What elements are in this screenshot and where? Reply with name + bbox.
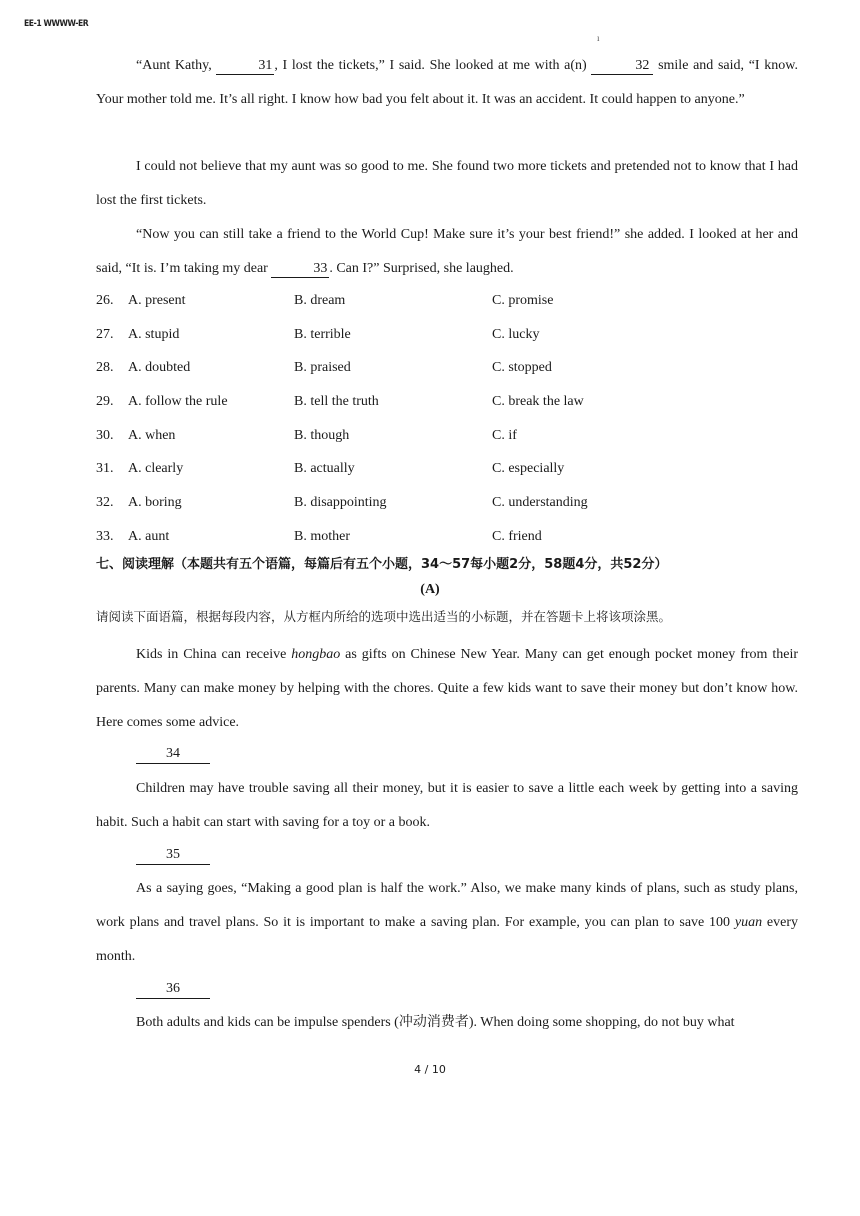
option-row-26 — [96, 291, 796, 311]
blank-31: 31 — [216, 58, 274, 75]
reading-paragraph-36: Both adults and kids can be impulse spenders (冲动消费者). When doing some shopping, do not buy what — [136, 1015, 735, 1030]
option-a: A. follow the rule — [128, 394, 228, 409]
option-b: B. mother — [294, 529, 350, 544]
option-b: B. actually — [294, 461, 355, 476]
option-row-30 — [96, 426, 796, 446]
header-mark: EE-1 WWWW-ER — [24, 19, 89, 29]
option-row-31 — [96, 459, 796, 479]
option-row-33 — [96, 527, 796, 547]
option-b: B. disappointing — [294, 495, 387, 510]
paragraph-text: . Can I?” Surprised, she laughed. — [329, 261, 514, 276]
reading-paragraph-35 — [96, 872, 798, 974]
paragraph-text: Kids in China can receive — [136, 647, 292, 662]
option-c: C. break the law — [492, 394, 584, 409]
heading-blank-35: 35 — [136, 846, 210, 865]
question-number: 28. — [96, 360, 114, 375]
question-number: 29. — [96, 394, 114, 409]
paragraph-text: “Aunt Kathy, — [136, 58, 217, 73]
instruction-text: 请阅读下面语篇，根据每段内容，从方框内所给的选项中选出适当的小标题，并在答题卡上将该项涂黑。 — [96, 609, 672, 624]
option-b: B. praised — [294, 360, 351, 375]
question-number: 31. — [96, 461, 114, 476]
paragraph-text: , I lost the tickets,” I said. She looked at me with a(n) — [274, 58, 592, 73]
option-a: A. present — [128, 293, 186, 308]
paragraph-text: “Now you can still take a friend to the World Cup! Make sure it’s your best friend!” she added. I looked at her and said, “It is. I’m taking my dear — [96, 227, 798, 276]
option-c: C. especially — [492, 461, 565, 476]
passage-paragraph-1 — [96, 49, 798, 117]
heading-blank-36: 36 — [136, 980, 210, 999]
paragraph-text: as gifts on Chinese New Year. Many can get enough pocket money from their parents. Many can make money by helping with the chores. Quite a few kids want to save their money but don’t know how. Here comes some advice. — [96, 647, 798, 730]
option-a: A. boring — [128, 495, 182, 510]
option-row-29 — [96, 392, 796, 412]
blank-33: 33 — [271, 261, 329, 278]
option-b: B. tell the truth — [294, 394, 379, 409]
option-row-27 — [96, 325, 796, 345]
option-c: C. friend — [492, 529, 542, 544]
option-a: A. when — [128, 428, 176, 443]
top-tick: ı — [597, 33, 600, 43]
option-a: A. stupid — [128, 327, 180, 342]
option-c: C. promise — [492, 293, 554, 308]
blank-32: 32 — [591, 58, 653, 75]
paragraph-text: As a saying goes, “Making a good plan is half the work.” Also, we make many kinds of plans, such as study plans, work plans and travel plans. So it is important to make a saving plan. For example, you can plan to save 100 — [96, 881, 798, 930]
reading-intro — [96, 638, 798, 740]
page-number: 4 / 10 — [414, 1063, 446, 1076]
paragraph-text: every month. — [96, 915, 798, 964]
option-c: C. lucky — [492, 327, 540, 342]
question-number: 26. — [96, 293, 114, 308]
part-label: (A) — [420, 582, 440, 597]
reading-paragraph-34: Children may have trouble saving all their money, but it is easier to save a little each week by getting into a saving habit. Such a habit can start with saving for a toy or a book. — [96, 781, 798, 830]
paragraph-text: smile and said, “I know. Your mother told me. It’s all right. I know how bad you felt about it. It was an accident. It could happen to anyone.” — [96, 58, 798, 107]
option-c: C. understanding — [492, 495, 588, 510]
option-a: A. doubted — [128, 360, 191, 375]
option-b: B. though — [294, 428, 350, 443]
option-row-32 — [96, 493, 796, 513]
option-a: A. clearly — [128, 461, 184, 476]
heading-blank-34: 34 — [136, 745, 210, 764]
section-title: 七、阅读理解（本题共有五个语篇，每篇后有五个小题，34～57每小题2分，58题4分，共52分） — [96, 557, 668, 572]
passage-paragraph-2: I could not believe that my aunt was so good to me. She found two more tickets and pretended not to know that I had lost the first tickets. — [96, 159, 798, 208]
option-a: A. aunt — [128, 529, 170, 544]
italic-term: yuan — [734, 915, 763, 930]
question-number: 32. — [96, 495, 114, 510]
option-c: C. stopped — [492, 360, 552, 375]
option-b: B. terrible — [294, 327, 351, 342]
option-b: B. dream — [294, 293, 346, 308]
question-number: 30. — [96, 428, 114, 443]
italic-term: hongbao — [291, 647, 341, 662]
option-row-28 — [96, 358, 796, 378]
question-number: 27. — [96, 327, 114, 342]
option-c: C. if — [492, 428, 517, 443]
passage-paragraph-3 — [96, 218, 798, 286]
question-number: 33. — [96, 529, 114, 544]
